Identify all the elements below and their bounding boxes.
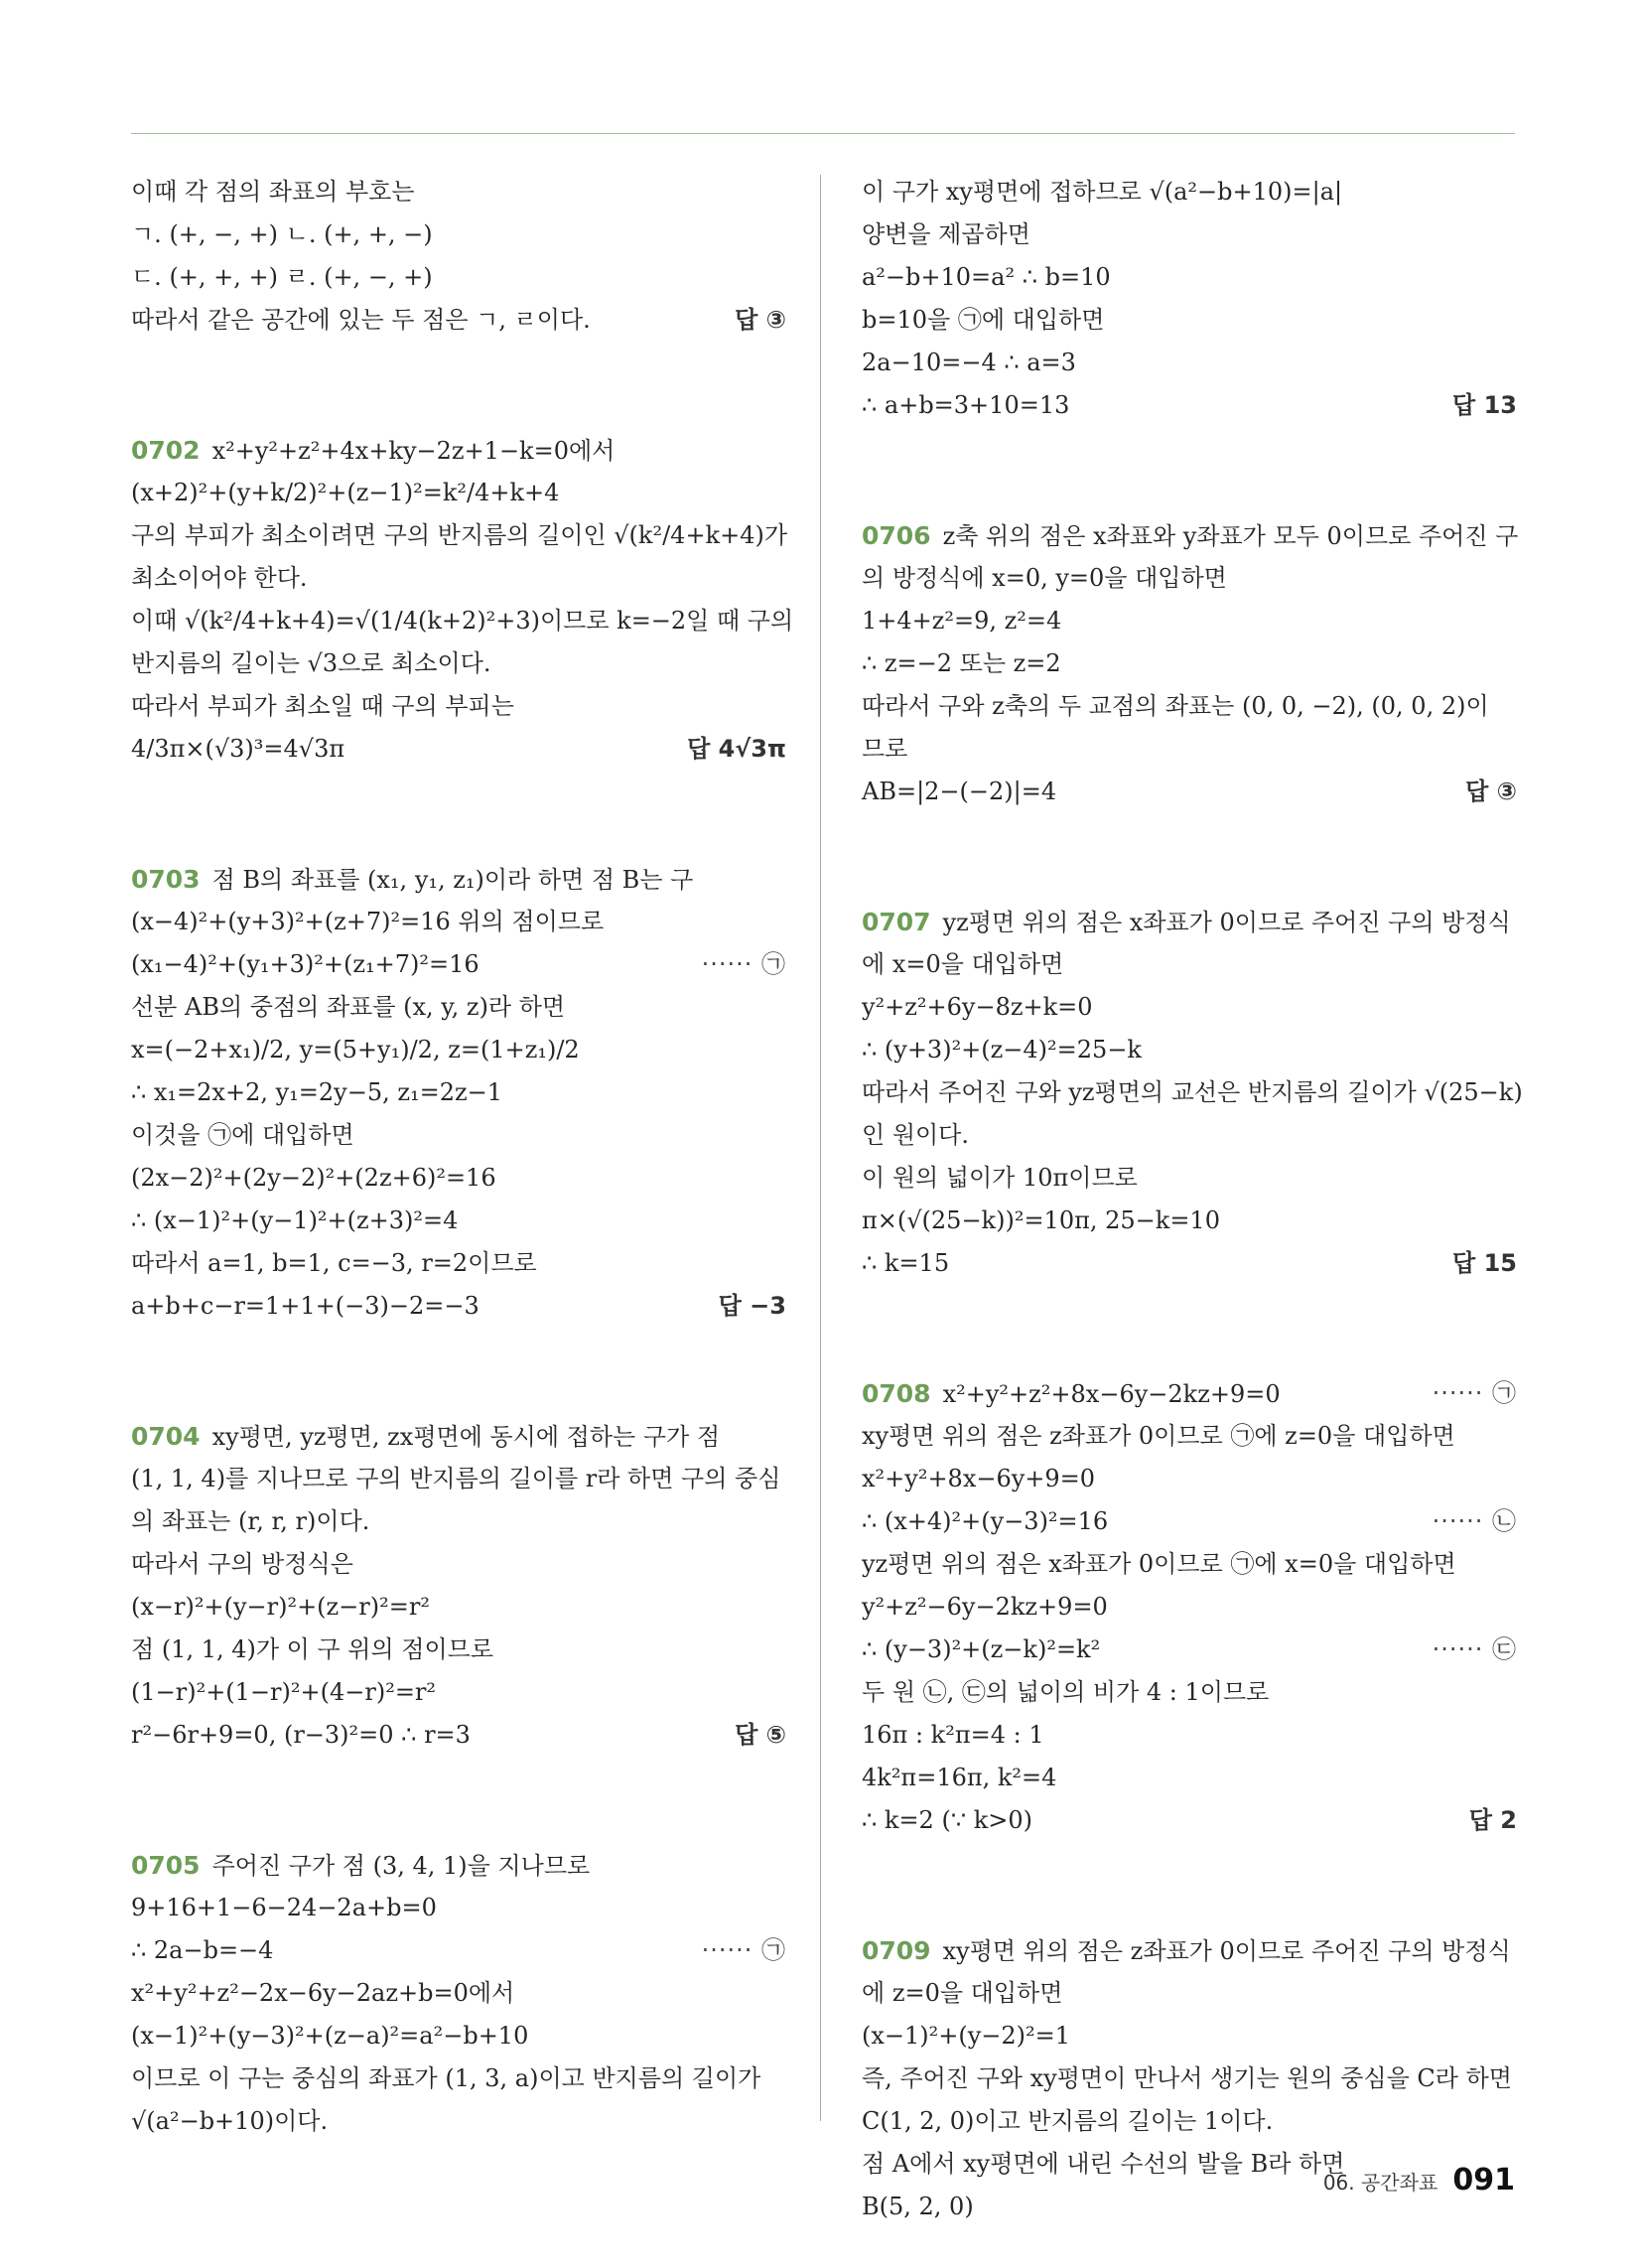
- line-text: 므로: [862, 735, 908, 763]
- solution-line: [862, 943, 1517, 986]
- section-gap: [862, 1285, 1517, 1372]
- solution-line: [131, 1157, 786, 1200]
- line-text: x²+y²+z²+8x−6y−2kz+9=0: [942, 1380, 1281, 1408]
- equation-tag: ······ ㉠: [1432, 1379, 1517, 1407]
- line-text: (x−1)²+(y−3)²+(z−a)²=a²−b+10: [131, 2022, 529, 2050]
- solution-line: [131, 299, 786, 342]
- solution-line: [862, 771, 1517, 813]
- line-text: (x+2)²+(y+k/2)²+(z−1)²=k²/4+k+4: [131, 479, 560, 506]
- solution-0705: [131, 1844, 786, 2143]
- solution-line: [131, 600, 794, 642]
- line-text: (x−4)²+(y+3)²+(z+7)²=16 위의 점이므로: [131, 908, 605, 935]
- solution-line: [862, 1586, 1517, 1629]
- solution-line: [862, 256, 1517, 299]
- line-text: ㄷ. (+, +, +) ㄹ. (+, −, +): [131, 263, 433, 291]
- equation-tag: ······ ㉢: [1432, 1635, 1517, 1663]
- answer-label: 답 13: [1452, 391, 1517, 419]
- page-number: 091: [1452, 2163, 1515, 2197]
- line-text: 의 방정식에 x=0, y=0을 대입하면: [862, 564, 1227, 592]
- solution-line: [131, 1714, 786, 1757]
- solution-line: [131, 1200, 786, 1242]
- answer-label: 답 ⑤: [735, 1721, 786, 1749]
- line-text: 반지름의 길이는 √3으로 최소이다.: [131, 649, 491, 677]
- section-gap: [131, 771, 786, 858]
- solution-line: [131, 642, 786, 685]
- equation-tag: ······ ㉠: [701, 1936, 786, 1964]
- line-text: 4k²π=16π, k²=4: [862, 1764, 1057, 1791]
- line-text: b=10을 ㉠에 대입하면: [862, 306, 1105, 334]
- line-text: 의 좌표는 (r, r, r)이다.: [131, 1507, 370, 1535]
- solution-line: [862, 213, 1517, 256]
- solution-line: [131, 1887, 786, 1929]
- line-text: ∴ a+b=3+10=13: [862, 391, 1070, 419]
- solution-line: [862, 1799, 1517, 1842]
- solution-line: [131, 1500, 786, 1543]
- solution-line: [862, 1242, 1517, 1285]
- solution-line: [131, 2100, 786, 2143]
- solution-line: [131, 986, 786, 1029]
- line-text: yz평면 위의 점은 x좌표가 0이므로 ㉠에 x=0을 대입하면: [862, 1550, 1456, 1578]
- solution-line: [862, 2015, 1517, 2057]
- solution-0705c: [862, 171, 1517, 427]
- equation-tag: ······ ㉠: [701, 950, 786, 978]
- line-text: y²+z²+6y−8z+k=0: [862, 993, 1093, 1021]
- section-gap: [862, 427, 1517, 514]
- solution-line: [131, 2015, 786, 2057]
- column-divider: [820, 175, 821, 2121]
- line-text: x²+y²+z²+4x+ky−2z+1−k=0에서: [211, 437, 616, 465]
- line-text: (x₁−4)²+(y₁+3)²+(z₁+7)²=16: [131, 950, 479, 978]
- solution-prev: [131, 171, 786, 342]
- solution-line: [862, 2100, 1517, 2143]
- line-text: (x−r)²+(y−r)²+(z−r)²=r²: [131, 1593, 430, 1621]
- solution-line: [131, 514, 786, 557]
- line-text: 9+16+1−6−24−2a+b=0: [131, 1894, 437, 1921]
- solution-line: [131, 1029, 786, 1071]
- solution-line: [131, 472, 786, 514]
- equation-tag: ······ ㉡: [1432, 1507, 1517, 1535]
- line-text: 이므로 이 구는 중심의 좌표가 (1, 3, a)이고 반지름의 길이가: [131, 2064, 761, 2092]
- solution-0704: [131, 1415, 786, 1757]
- line-text: 따라서 부피가 최소일 때 구의 부피는: [131, 692, 514, 720]
- line-text: (1−r)²+(1−r)²+(4−r)²=r²: [131, 1678, 437, 1706]
- line-text: 16π : k²π=4 : 1: [862, 1721, 1044, 1749]
- line-text: C(1, 2, 0)이고 반지름의 길이는 1이다.: [862, 2107, 1274, 2135]
- solution-line: [131, 1844, 786, 1887]
- line-text: (1, 1, 4)를 지나므로 구의 반지름의 길이를 r라 하면 구의 중심: [131, 1465, 781, 1492]
- solution-line: [131, 1114, 786, 1157]
- solution-line: [131, 1586, 786, 1629]
- problem-number: 0709: [862, 1936, 931, 1965]
- answer-label: 답 ③: [1465, 778, 1517, 805]
- problem-number: 0704: [131, 1422, 201, 1451]
- line-text: 이때 각 점의 좌표의 부호는: [131, 178, 415, 206]
- solution-line: [131, 1071, 786, 1114]
- solution-line: [131, 1415, 786, 1458]
- line-text: ∴ z=−2 또는 z=2: [862, 649, 1061, 677]
- line-text: 주어진 구가 점 (3, 4, 1)을 지나므로: [211, 1852, 591, 1880]
- solution-line: [862, 1071, 1523, 1114]
- solution-line: [862, 1157, 1517, 1200]
- line-text: 4/3π×(√3)³=4√3π: [131, 735, 345, 763]
- line-text: x²+y²+z²−2x−6y−2az+b=0에서: [131, 1979, 515, 2007]
- solution-line: [131, 557, 786, 600]
- line-text: B(5, 2, 0): [862, 2193, 974, 2220]
- line-text: 이 구가 xy평면에 접하므로 √(a²−b+10)=|a|: [862, 178, 1343, 206]
- solution-line: [131, 256, 786, 299]
- solution-line: [862, 384, 1517, 427]
- solution-line: [862, 642, 1517, 685]
- solution-line: [862, 1714, 1517, 1757]
- solution-line: [862, 901, 1517, 943]
- line-text: 따라서 구와 z축의 두 교점의 좌표는 (0, 0, −2), (0, 0, 2)이: [862, 692, 1489, 720]
- line-text: π×(√(25−k))²=10π, 25−k=10: [862, 1206, 1220, 1234]
- section-gap: [131, 1757, 786, 1844]
- line-text: 점 A에서 xy평면에 내린 수선의 발을 B라 하면: [862, 2150, 1345, 2178]
- line-text: 이때 √(k²/4+k+4)=√(1/4(k+2)²+3)이므로 k=−2일 때 구의: [131, 607, 794, 635]
- solution-0706: [862, 514, 1517, 813]
- solution-0703: [131, 858, 786, 1328]
- line-text: AB=|2−(−2)|=4: [862, 778, 1057, 805]
- solution-line: [131, 1458, 786, 1500]
- section-gap: [862, 1842, 1517, 1929]
- answer-label: 답 4√3π: [687, 735, 786, 763]
- solution-line: [131, 1543, 786, 1586]
- left-column: [131, 171, 794, 2143]
- page-footer: [1323, 2163, 1515, 2197]
- line-text: 양변을 제곱하면: [862, 220, 1030, 248]
- solution-line: [131, 2057, 786, 2100]
- solution-line: [862, 685, 1517, 728]
- solution-line: [131, 429, 786, 472]
- section-gap: [862, 813, 1517, 901]
- line-text: x²+y²+8x−6y+9=0: [862, 1465, 1096, 1492]
- problem-number: 0707: [862, 908, 931, 936]
- solution-0707: [862, 901, 1523, 1285]
- solution-line: [862, 342, 1517, 384]
- solution-line: [862, 1671, 1517, 1714]
- solution-0702: [131, 429, 794, 771]
- solution-line: [862, 728, 1517, 771]
- line-text: 이것을 ㉠에 대입하면: [131, 1121, 354, 1149]
- solution-line: [862, 1458, 1517, 1500]
- answer-label: 답 2: [1468, 1806, 1517, 1834]
- solution-line: [131, 1242, 786, 1285]
- solution-line: [862, 986, 1517, 1029]
- solution-line: [131, 1972, 786, 2015]
- line-text: ㄱ. (+, −, +) ㄴ. (+, +, −): [131, 220, 433, 248]
- line-text: ∴ (x+4)²+(y−3)²=16: [862, 1507, 1109, 1535]
- answer-label: 답 ③: [735, 306, 786, 334]
- line-text: 두 원 ㉡, ㉢의 넓이의 비가 4 : 1이므로: [862, 1678, 1270, 1706]
- problem-number: 0705: [131, 1851, 201, 1880]
- solution-line: [131, 1629, 786, 1671]
- section-gap: [131, 1328, 786, 1415]
- solution-line: [131, 213, 786, 256]
- solution-line: [862, 2057, 1517, 2100]
- solution-line: [131, 171, 786, 213]
- line-text: 따라서 구의 방정식은: [131, 1550, 353, 1578]
- problem-number: 0708: [862, 1379, 931, 1408]
- problem-number: 0702: [131, 436, 201, 465]
- right-column: [862, 171, 1523, 2228]
- line-text: 에 x=0을 대입하면: [862, 950, 1064, 978]
- line-text: 따라서 a=1, b=1, c=−3, r=2이므로: [131, 1249, 537, 1277]
- line-text: ∴ (y−3)²+(z−k)²=k²: [862, 1635, 1101, 1663]
- line-text: 에 z=0을 대입하면: [862, 1979, 1063, 2007]
- line-text: a²−b+10=a² ∴ b=10: [862, 263, 1111, 291]
- solution-line: [862, 1114, 1517, 1157]
- solution-line: [131, 858, 786, 901]
- solution-line: [131, 943, 786, 986]
- solution-line: [862, 1972, 1517, 2015]
- solution-line: [862, 1543, 1517, 1586]
- chapter-label: 06. 공간좌표: [1322, 2171, 1438, 2195]
- line-text: ∴ 2a−b=−4: [131, 1936, 274, 1964]
- line-text: (2x−2)²+(2y−2)²+(2z+6)²=16: [131, 1164, 496, 1192]
- line-text: ∴ x₁=2x+2, y₁=2y−5, z₁=2z−1: [131, 1078, 503, 1106]
- line-text: (x−1)²+(y−2)²=1: [862, 2022, 1071, 2050]
- answer-label: 답 15: [1452, 1249, 1517, 1277]
- line-text: ∴ (y+3)²+(z−4)²=25−k: [862, 1036, 1142, 1063]
- line-text: 따라서 같은 공간에 있는 두 점은 ㄱ, ㄹ이다.: [131, 306, 591, 334]
- line-text: 2a−10=−4 ∴ a=3: [862, 349, 1076, 376]
- solution-line: [862, 171, 1517, 213]
- line-text: x=(−2+x₁)/2, y=(5+y₁)/2, z=(1+z₁)/2: [131, 1036, 580, 1063]
- line-text: 점 B의 좌표를 (x₁, y₁, z₁)이라 하면 점 B는 구: [211, 866, 694, 894]
- line-text: 즉, 주어진 구와 xy평면이 만나서 생기는 원의 중심을 C라 하면: [862, 2064, 1512, 2092]
- solution-line: [862, 1629, 1517, 1671]
- solution-line: [862, 557, 1517, 600]
- line-text: xy평면, yz평면, zx평면에 동시에 접하는 구가 점: [211, 1423, 721, 1451]
- solution-line: [131, 728, 786, 771]
- top-rule: [131, 133, 1515, 134]
- line-text: xy평면 위의 점은 z좌표가 0이므로 주어진 구의 방정식: [942, 1937, 1511, 1965]
- solution-line: [131, 1929, 786, 1972]
- solution-line: [131, 901, 786, 943]
- line-text: 따라서 주어진 구와 yz평면의 교선은 반지름의 길이가 √(25−k): [862, 1078, 1523, 1106]
- problem-number: 0703: [131, 865, 201, 894]
- line-text: r²−6r+9=0, (r−3)²=0 ∴ r=3: [131, 1721, 471, 1749]
- line-text: z축 위의 점은 x좌표와 y좌표가 모두 0이므로 주어진 구: [942, 522, 1519, 550]
- line-text: 1+4+z²=9, z²=4: [862, 607, 1062, 635]
- solution-line: [862, 1029, 1517, 1071]
- solution-line: [131, 685, 786, 728]
- line-text: 선분 AB의 중점의 좌표를 (x, y, z)라 하면: [131, 993, 566, 1021]
- line-text: 인 원이다.: [862, 1121, 969, 1149]
- line-text: 구의 부피가 최소이려면 구의 반지름의 길이인 √(k²/4+k+4)가: [131, 521, 788, 549]
- solution-line: [862, 1929, 1517, 1972]
- line-text: ∴ (x−1)²+(y−1)²+(z+3)²=4: [131, 1206, 459, 1234]
- line-text: y²+z²−6y−2kz+9=0: [862, 1593, 1108, 1621]
- line-text: 최소이어야 한다.: [131, 564, 308, 592]
- solution-line: [862, 1372, 1517, 1415]
- line-text: xy평면 위의 점은 z좌표가 0이므로 ㉠에 z=0을 대입하면: [862, 1422, 1455, 1450]
- line-text: 점 (1, 1, 4)가 이 구 위의 점이므로: [131, 1635, 494, 1663]
- solution-0708: [862, 1372, 1517, 1842]
- solution-line: [862, 1757, 1517, 1799]
- line-text: ∴ k=15: [862, 1249, 950, 1277]
- solution-line: [862, 514, 1517, 557]
- line-text: √(a²−b+10)이다.: [131, 2107, 329, 2135]
- line-text: yz평면 위의 점은 x좌표가 0이므로 주어진 구의 방정식: [942, 909, 1511, 936]
- solution-line: [862, 1500, 1517, 1543]
- line-text: 이 원의 넓이가 10π이므로: [862, 1164, 1138, 1192]
- solution-line: [862, 1415, 1517, 1458]
- solution-line: [862, 299, 1517, 342]
- solution-line: [131, 1285, 786, 1328]
- solution-line: [131, 1671, 786, 1714]
- line-text: a+b+c−r=1+1+(−3)−2=−3: [131, 1292, 479, 1320]
- solution-line: [862, 1200, 1517, 1242]
- solution-line: [862, 600, 1517, 642]
- problem-number: 0706: [862, 521, 931, 550]
- line-text: ∴ k=2 (∵ k>0): [862, 1806, 1032, 1834]
- answer-label: 답 −3: [718, 1292, 786, 1320]
- section-gap: [131, 342, 786, 429]
